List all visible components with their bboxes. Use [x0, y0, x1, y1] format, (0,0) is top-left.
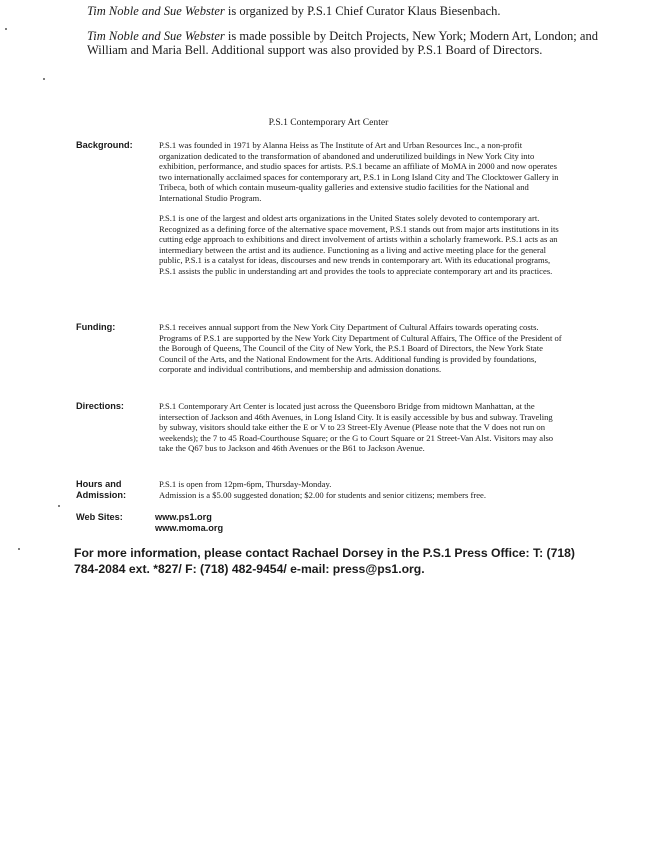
intro-sponsor-paragraph	[87, 29, 627, 57]
hours-admission-body	[159, 479, 563, 500]
hours-label-line2: Admission:	[76, 490, 127, 500]
sponsor-text: is made possible by Deitch Projects, New York; Modern Art, London; and William and Maria Bell. Additional support was also provided by P.S.1 Board of Directors.	[87, 29, 598, 57]
background-body	[159, 140, 563, 276]
intro-organizer-line	[87, 4, 627, 18]
artist-names: Tim Noble and Sue Webster	[87, 29, 225, 43]
background-label: Background:	[76, 140, 133, 150]
websites-list	[155, 512, 223, 534]
hours-admission-label	[76, 479, 156, 501]
funding-body	[159, 322, 563, 375]
background-paragraph-2: P.S.1 is one of the largest and oldest arts organizations in the United States solely devoted to contemporary art. Recognized as a defining force of the alternative space movement, P.S.1 stands out from major arts institutions in its cutting edge approach to exhibitions and direct involvement of artists within a scholarly framework. P.S.1 acts as an intermediary between the artist and its audience. Functioning as a living and active meeting place for the general public, P.S.1 is a catalyst for ideas, discourses and new trends in contemporary art. With its educational programs, P.S.1 assists the public in understanding art and provides the tools to appreciate contemporary art and its practices.	[159, 213, 559, 276]
artist-names: Tim Noble and Sue Webster	[87, 4, 225, 18]
funding-label: Funding:	[76, 322, 116, 332]
organizer-text: is organized by P.S.1 Chief Curator Klaus Biesenbach.	[224, 4, 501, 18]
website-link-ps1[interactable]: www.ps1.org	[155, 512, 212, 522]
scan-speck	[5, 28, 7, 30]
scan-speck	[43, 78, 45, 80]
scan-speck	[58, 505, 60, 507]
background-paragraph-1: P.S.1 was founded in 1971 by Alanna Heiss as The Institute of Art and Urban Resources Inc., a non-profit organization dedicated to the transformation of abandoned and underutilized buildings in New York City into exhibition, performance, and studio spaces for artists. P.S.1 became an affiliate of MoMA in 2000 and now operates two internationally acclaimed spaces for contemporary art, P.S.1 in Long Island City and The Clocktower Gallery in Tribeca, both of which contain museum-quality galleries and extensive studio facilities for the National and International Studio Program.	[159, 140, 559, 203]
directions-label: Directions:	[76, 401, 124, 411]
website-link-moma[interactable]: www.moma.org	[155, 523, 224, 533]
hours-label-line1: Hours and	[76, 479, 122, 489]
directions-paragraph: P.S.1 Contemporary Art Center is located just across the Queensboro Bridge from midtown Manhattan, at the intersection of Jackson and 46th Avenues, in Long Island City. It is easily accessible by bus and subway. Traveling by subway, visitors should take either the E or V to 23 Street-Ely Avenue (Please note that the V does not run on weekends); the 7 to 45 Road-Courthouse Square; or the G to Court Square or 21 Street-Van Alst. Visitors may also take the Q67 bus to Jackson and 46th Avenues or the B61 to Jackson Avenue.	[159, 401, 554, 453]
directions-body	[159, 401, 563, 454]
scan-speck	[18, 548, 20, 550]
funding-paragraph: P.S.1 receives annual support from the New York City Department of Cultural Affairs towards operating costs. Programs of P.S.1 are supported by the New York City Department of Cultural Affairs, The Office of the President of the Borough of Queens, The Council of the City of New York, the P.S.1 Board of Directors, the New York State Council of the Arts, and the National Endowment for the Arts. Additional funding is provided by foundations, corporate and individual contributions, and membership and admission donations.	[159, 322, 562, 374]
hours-line: P.S.1 is open from 12pm-6pm, Thursday-Monday.	[159, 479, 332, 489]
press-contact: For more information, please contact Rachael Dorsey in the P.S.1 Press Office: T: (718) 784-2084 ext. *827/ F: (718) 482-9454/ e-mail: press@ps1.org.	[74, 546, 575, 576]
websites-label: Web Sites:	[76, 512, 123, 522]
section-heading: P.S.1 Contemporary Art Center	[268, 117, 389, 128]
admission-line: Admission is a $5.00 suggested donation; $2.00 for students and senior citizens; members free.	[159, 489, 486, 500]
